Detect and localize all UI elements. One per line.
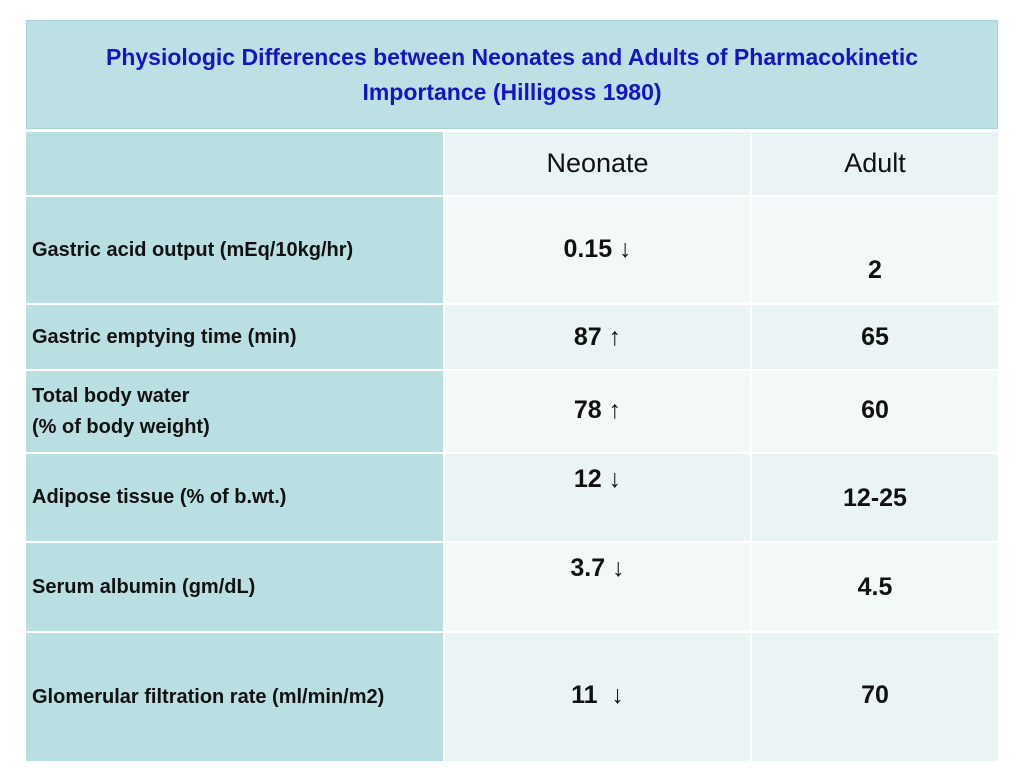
title-line-2: Importance (Hilligoss 1980): [362, 78, 662, 105]
row-label-text: Gastric acid output (mEq/10kg/hr): [32, 238, 354, 261]
neonate-value: 11 ↓: [571, 681, 624, 709]
row-label: [26, 371, 445, 452]
adult-value: 4.5: [857, 573, 893, 601]
row-label: [26, 197, 445, 303]
header-neonate-cell: [445, 132, 752, 195]
table-header-row: [26, 132, 998, 197]
neonate-value: 78 ↑: [573, 396, 622, 424]
neonate-value: 12 ↓: [573, 465, 622, 493]
table-row: [26, 197, 998, 305]
header-parameter: [26, 132, 445, 195]
neonate-cell: [445, 371, 752, 452]
row-label-text: Adipose tissue (% of b.wt.): [32, 486, 287, 508]
row-label-text: Total body water: [32, 384, 190, 407]
neonate-cell: [445, 197, 752, 303]
row-label: [26, 543, 445, 631]
table-row: [26, 633, 998, 761]
neonate-cell: [445, 633, 752, 761]
adult-cell: [752, 543, 998, 631]
adult-cell: [752, 305, 998, 369]
neonate-cell: [445, 305, 752, 369]
adult-value: 12-25: [843, 484, 907, 512]
adult-value: 65: [861, 323, 889, 351]
title-line-1: Physiologic Differences between Neonates and Adults of Pharmacokinetic: [105, 43, 919, 70]
table-row: [26, 305, 998, 371]
title-box: [26, 20, 998, 129]
adult-cell: [752, 371, 998, 452]
table-row: [26, 543, 998, 633]
row-label-text: Serum albumin (gm/dL): [32, 575, 256, 598]
neonate-value: 87 ↑: [573, 323, 622, 351]
table-row: [26, 454, 998, 543]
adult-value: 2: [868, 256, 882, 284]
neonate-cell: [445, 454, 752, 541]
adult-cell: [752, 454, 998, 541]
header-adult: Adult: [844, 148, 906, 178]
row-label: [26, 633, 445, 761]
adult-value: 70: [861, 681, 889, 709]
slide-title: [52, 40, 972, 110]
neonate-value: 0.15 ↓: [563, 235, 632, 263]
adult-value: 60: [861, 396, 889, 424]
row-label-text: Glomerular filtration rate (ml/min/m2): [32, 685, 385, 708]
row-label: [26, 454, 445, 541]
adult-cell: [752, 633, 998, 761]
row-label-subtext: (% of body weight): [32, 415, 210, 438]
row-label: [26, 305, 445, 369]
neonate-value: 3.7 ↓: [570, 554, 625, 582]
header-adult-cell: [752, 132, 998, 195]
adult-cell: [752, 197, 998, 303]
comparison-table: [26, 132, 998, 761]
row-label-text: Gastric emptying time (min): [32, 325, 297, 348]
table-row: [26, 371, 998, 454]
header-neonate: Neonate: [546, 148, 649, 178]
neonate-cell: [445, 543, 752, 631]
